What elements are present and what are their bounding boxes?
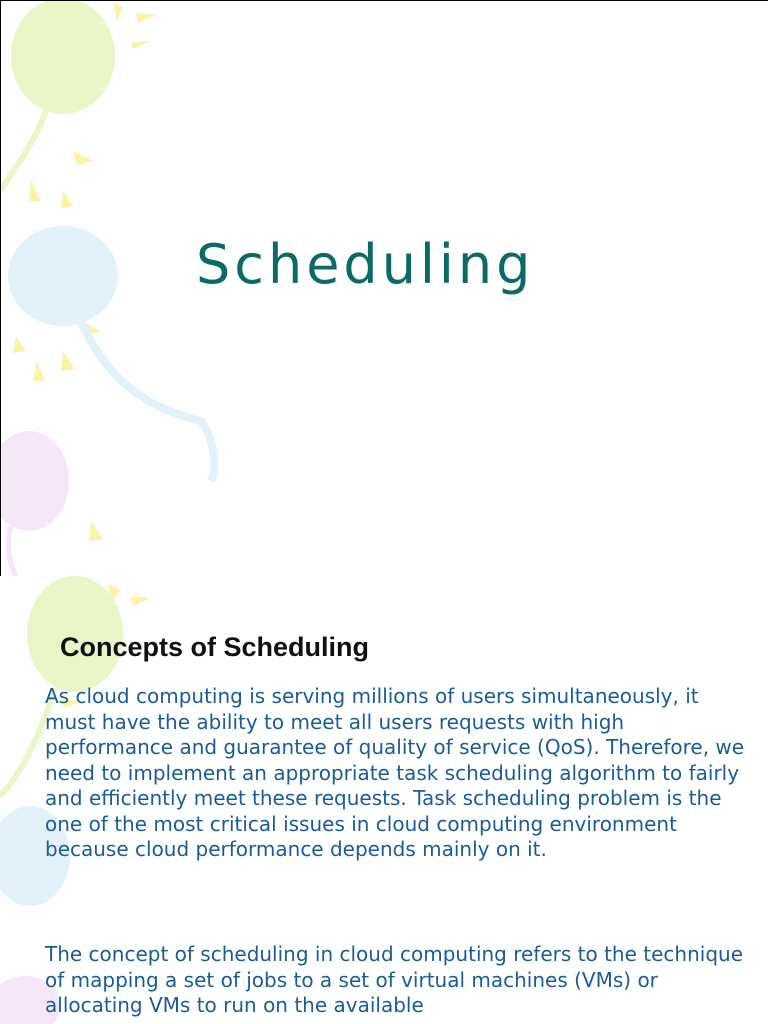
paragraph-1: As cloud computing is serving millions of users simultaneously, it must have the ability to meet all users requests with high performance and guarantee of quality of service (QoS). Therefore, we need to implement an appropriate task scheduling algorithm to fairly and efficiently meet these requests. Task scheduling problem is the one of the most critical issues in cloud computing environment because cloud performance depends mainly on it. [45, 684, 745, 861]
slide-heading: Concepts of Scheduling [60, 632, 370, 662]
slide-2 [0, 576, 768, 1024]
slide-title: Scheduling [196, 233, 535, 296]
paragraph-2: The concept of scheduling in cloud computing refers to the technique of mapping a set of jobs to a set of virtual machines (VMs) or allocating VMs to run on the available [45, 942, 743, 1017]
